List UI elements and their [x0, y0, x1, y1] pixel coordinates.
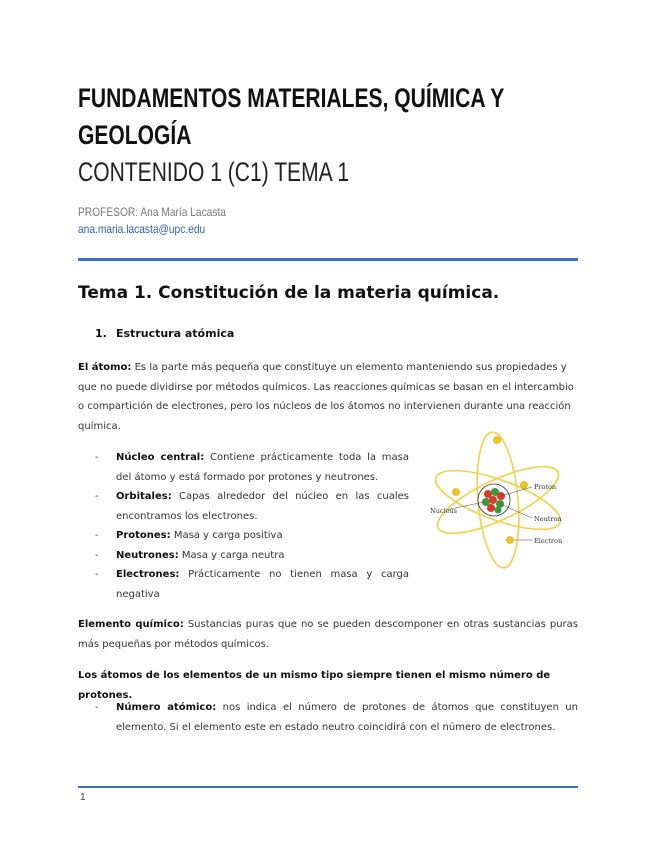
- list-item-text: Capas alrededor del núcleo en las cuales encontramos los electrones.: [116, 491, 409, 522]
- list-item-text: Contiene prácticamente toda la masa del átomo y está formado por protones y neutrones.: [116, 452, 409, 483]
- list-item-text: Masa y carga positiva: [170, 530, 283, 541]
- atom-diagram: [428, 430, 578, 570]
- document-title: FUNDAMENTOS MATERIALES, QUÍMICA Y GEOLOGÍA: [78, 83, 504, 150]
- electron-particle: [494, 437, 501, 444]
- subsection-title: Estructura atómica: [116, 327, 235, 340]
- list-item: [95, 448, 409, 487]
- list-item-text: nos indica el número de protones de átomos que constituyen un elemento. Si el elemento este en estado neutro coincidirá con el número de electrones.: [116, 702, 578, 733]
- document-subtitle: CONTENIDO 1 (C1) TEMA 1: [78, 157, 350, 187]
- atomic-number-list: [95, 698, 578, 737]
- atom-parts-list: [95, 448, 409, 604]
- atom-text: Es la parte más pequeña que constituye un elemento manteniendo sus propiedades y que no puede dividirse por métodos químicos. Las reacciones químicas se basan en el intercambio o compartición de electrones, pero los núcleos de los átomos no intervienen durante una reacción química.: [78, 362, 574, 432]
- electron-particle: [507, 537, 514, 544]
- header-divider: [78, 258, 578, 261]
- list-item-text: Prácticamente no tienen masa y carga negativa: [116, 569, 409, 600]
- list-item-term: Protones:: [116, 530, 171, 541]
- element-definition: [78, 615, 578, 654]
- list-item: [95, 487, 409, 526]
- list-item-term: Número atómico:: [116, 702, 217, 713]
- professor-email-link[interactable]: ana.maria.lacasta@upc.edu: [78, 222, 206, 236]
- subsection-number: 1.: [95, 327, 107, 340]
- list-item: [95, 565, 409, 604]
- footer-divider: [78, 786, 578, 788]
- label-proton: Proton: [534, 483, 557, 491]
- list-item-term: Núcleo central:: [116, 452, 205, 463]
- proton-particle: [489, 496, 497, 504]
- label-electron: Electron: [534, 537, 563, 545]
- proton-particle: [487, 504, 495, 512]
- element-text: Sustancias puras que no se pueden descomponer en otras sustancias puras más pequeñas por métodos químicos.: [78, 619, 578, 650]
- electron-particle: [453, 489, 460, 496]
- element-term: Elemento químico:: [78, 619, 184, 630]
- subsection-heading: [95, 327, 234, 340]
- list-item-term: Orbitales:: [116, 491, 172, 502]
- label-nucleus: Nucleus: [430, 507, 457, 515]
- label-neutron: Neutron: [534, 515, 562, 523]
- electron-particle: [521, 482, 528, 489]
- page-number: 1: [80, 792, 86, 803]
- list-item: [95, 698, 578, 737]
- section-heading: Tema 1. Constitución de la materia química.: [78, 283, 500, 303]
- neutron-particle: [495, 507, 502, 514]
- list-item: [95, 546, 409, 566]
- atom-definition: [78, 358, 578, 436]
- atom-term: El átomo:: [78, 362, 132, 373]
- professor-name: PROFESOR: Ana María Lacasta: [78, 205, 226, 219]
- list-item: [95, 526, 409, 546]
- list-item-term: Electrones:: [116, 569, 180, 580]
- list-item-text: Masa y carga neutra: [178, 549, 285, 561]
- proton-rule-statement: Los átomos de los elementos de un mismo tipo siempre tienen el mismo número de protones.: [78, 670, 551, 701]
- list-item-term: Neutrones:: [116, 549, 179, 561]
